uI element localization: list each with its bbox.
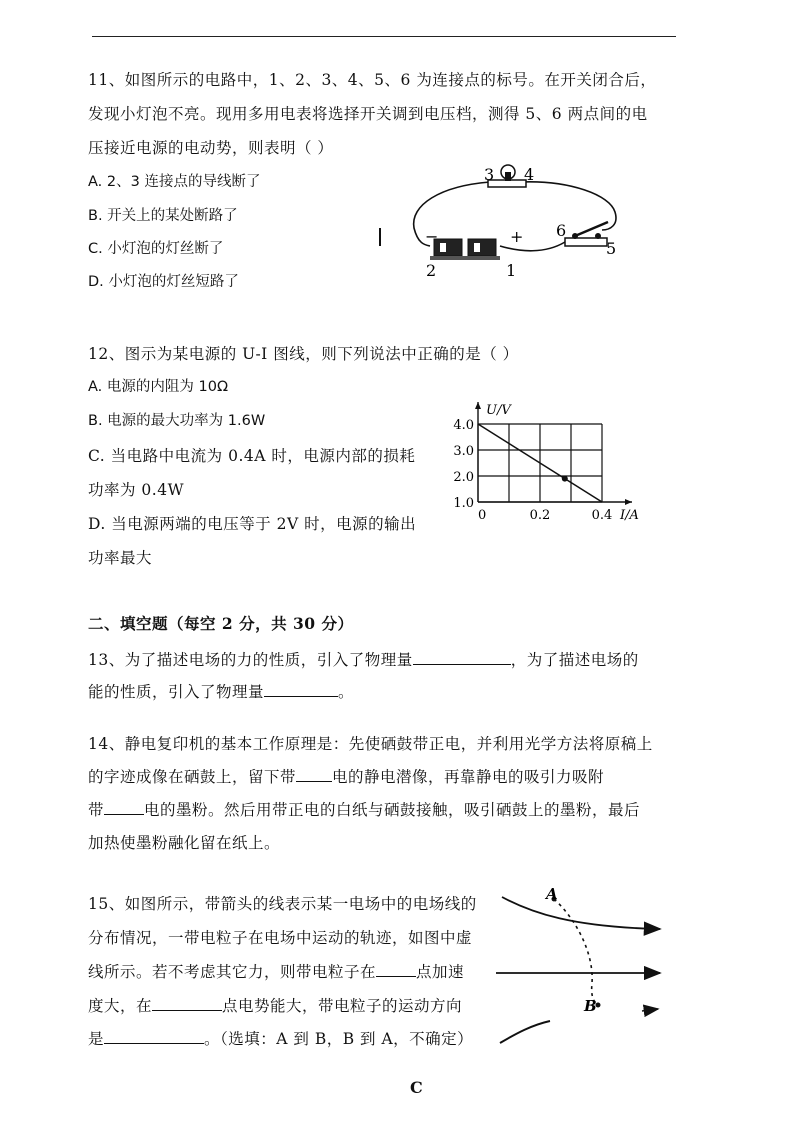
q13-blank-2[interactable] [264, 682, 338, 697]
q14-line-2 [88, 765, 604, 787]
q15-blank-3[interactable] [104, 1029, 204, 1044]
circuit-label-3: 3 [484, 165, 495, 184]
q11-option-c: C. 小灯泡的灯丝断了 [88, 241, 224, 257]
field-line-top [502, 897, 660, 929]
q15-line-1: 15、如图所示，带箭头的线表示某一电场中的电场线的 [88, 895, 477, 913]
q15-line-3b: 点加速 [416, 963, 465, 981]
x-axis-arrow [625, 499, 632, 505]
q15-line-5a: 是 [88, 1030, 105, 1048]
q14-line-2a: 的字迹成像在硒鼓上，留下带 [88, 768, 297, 786]
battery-minus-sign: − [425, 227, 439, 246]
circuit-label-6: 6 [556, 221, 567, 240]
point-b-label: B [584, 997, 597, 1015]
q13-line-1-text: 13、为了描述电场的力的性质，引入了物理量 [88, 651, 413, 669]
q13-line-2-tail: 。 [338, 683, 355, 701]
q13-line-2-text: 能的性质，引入了物理量 [88, 683, 265, 701]
field-line-bottom [500, 1021, 550, 1043]
q11-option-d: D. 小灯泡的灯丝短路了 [88, 274, 239, 290]
x-axis-label: I/A [620, 508, 639, 523]
q13-blank-1[interactable] [413, 650, 511, 665]
y-tick-label: 1.0 [453, 496, 474, 511]
point-a-label: A [546, 885, 558, 903]
x-tick-label: 0.2 [529, 508, 551, 523]
q12-option-c: C. 当电路中电流为 0.4A 时，电源内部的损耗 [88, 447, 416, 465]
switch-icon [565, 222, 608, 246]
x-tick-label: 0.4 [591, 508, 613, 523]
y-tick-label: 4.0 [453, 418, 474, 433]
circuit-figure [370, 150, 640, 300]
x-tick-label: 0 [478, 508, 487, 523]
y-axis-label: U/V [486, 403, 511, 418]
battery-icon [430, 239, 500, 260]
y-tick-label: 2.0 [453, 470, 474, 485]
circuit-label-2: 2 [426, 261, 437, 280]
q14-line-3a: 带 [88, 801, 105, 819]
q12-option-a: A. 电源的内阻为 10Ω [88, 379, 229, 395]
y-axis-arrow [475, 402, 481, 409]
q12-stem: 12、图示为某电源的 U-I 图线，则下列说法中正确的是（ ） [88, 345, 519, 363]
q11-option-b: B. 开关上的某处断路了 [88, 208, 238, 224]
q14-line-1: 14、静电复印机的基本工作原理是：先使硒鼓带正电，并利用光学方法将原稿上 [88, 735, 653, 753]
q15-line-2: 分布情况，一带电粒子在电场中运动的轨迹，如图中虚 [88, 929, 473, 947]
q11-stem-line-2: 发现小灯泡不亮。现用多用电表将选择开关调到电压档，测得 5、6 两点间的电 [88, 105, 648, 123]
field-lines-figure [492, 885, 672, 1050]
q15-line-4 [88, 994, 462, 1016]
q13-line-2 [88, 680, 354, 702]
q15-line-4a: 度大，在 [88, 997, 153, 1015]
section-2-title: 二、填空题（每空 2 分，共 30 分） [88, 614, 354, 633]
q14-line-2b: 电的静电潜像，再靠静电的吸引力吸附 [332, 768, 605, 786]
q15-line-3a: 线所示。若不考虑其它力，则带电粒子在 [88, 963, 377, 981]
q15-blank-1[interactable] [376, 962, 416, 977]
q14-line-3 [88, 798, 640, 820]
ui-point [562, 476, 568, 482]
q15-line-4b: 点电势能大，带电粒子的运动方向 [222, 997, 463, 1015]
q14-line-3b: 电的墨粉。然后用带正电的白纸与硒鼓接触，吸引硒鼓上的墨粉，最后 [144, 801, 641, 819]
q13-line-1-tail: ，为了描述电场的 [510, 651, 639, 669]
q13-line-1 [88, 648, 639, 670]
q12-option-d: D. 当电源两端的电压等于 2V 时，电源的输出 [88, 515, 417, 533]
battery-plus-sign: + [510, 227, 524, 246]
q11-stem-line-3: 压接近电源的电动势，则表明（ ） [88, 139, 334, 157]
field-line-bottom-arrow [642, 1009, 658, 1011]
q15-line-5b: 。（选填：A 到 B，B 到 A，不确定） [204, 1030, 474, 1048]
q14-line-4: 加热使墨粉融化留在纸上。 [88, 834, 281, 852]
q14-blank-2[interactable] [104, 800, 144, 815]
circuit-label-5: 5 [606, 239, 617, 258]
q15-line-3 [88, 960, 464, 982]
q11-option-a: A. 2、3 连接点的导线断了 [88, 174, 261, 190]
q12-option-b: B. 电源的最大功率为 1.6W [88, 413, 266, 429]
particle-trajectory [554, 899, 598, 1005]
q12-option-c-cont: 功率为 0.4W [88, 481, 185, 499]
y-tick-label: 3.0 [453, 444, 474, 459]
circuit-label-4: 4 [524, 165, 535, 184]
page-number: C [410, 1078, 423, 1097]
q11-stem-line-1: 11、如图所示的电路中，1、2、3、4、5、6 为连接点的标号。在开关闭合后， [88, 71, 657, 89]
circuit-label-1: 1 [506, 261, 517, 280]
q14-blank-1[interactable] [296, 767, 332, 782]
q12-option-d-cont: 功率最大 [88, 549, 153, 567]
top-rule [92, 36, 676, 37]
q15-line-5 [88, 1027, 473, 1049]
ui-chart [440, 385, 660, 530]
q15-blank-2[interactable] [152, 996, 222, 1011]
